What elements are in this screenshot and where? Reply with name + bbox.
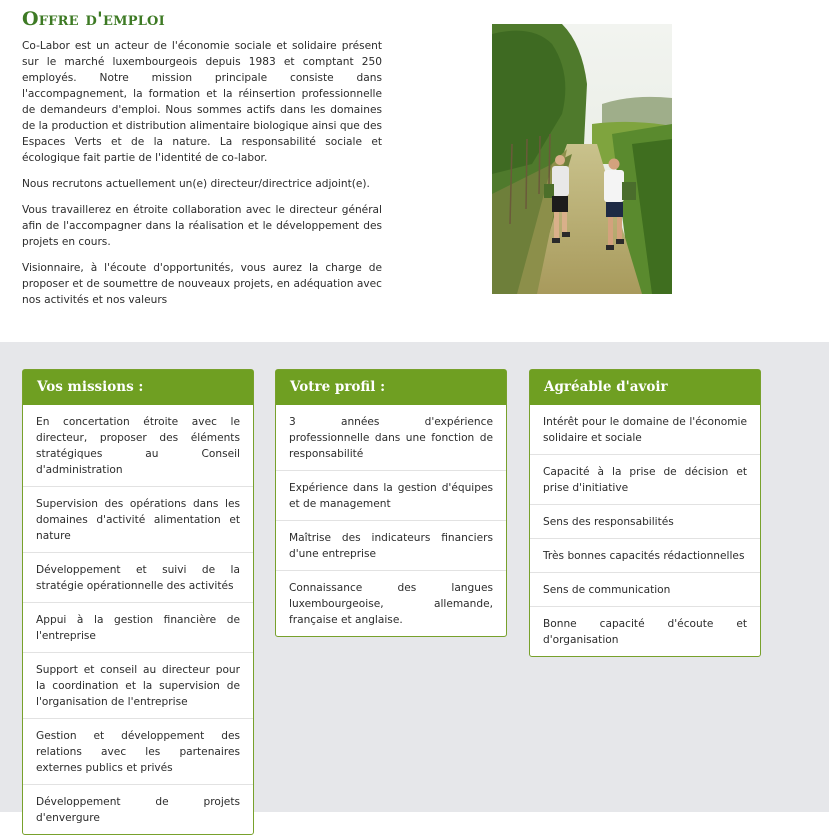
profile-card-title: Votre profil : [276,370,506,405]
list-item: Capacité à la prise de décision et prise d'initiative [530,454,760,504]
profile-card [275,369,507,637]
list-item: Sens des responsabilités [530,504,760,538]
list-item: Support et conseil au directeur pour la coordination et la supervision de l'organisation de l'entreprise [23,652,253,718]
intro-paragraph: Nous recrutons actuellement un(e) directeur/directrice adjoint(e). [22,178,370,190]
intro-paragraph: Vous travaillerez en étroite collaboration avec le directeur général afin de l'accompagner dans la réalisation et le développement des projets en cours. [22,204,382,248]
list-item: 3 années d'expérience professionnelle dans une fonction de responsabilité [289,416,493,460]
profile-list [276,405,506,636]
list-item: Développement de projets d'envergure [23,784,253,834]
missions-card-title: Vos missions : [23,370,253,405]
list-item: Appui à la gestion financière de l'entreprise [23,602,253,652]
list-item: Gestion et développement des relations avec les partenaires externes publics et privés [23,718,253,784]
intro-section [0,0,829,342]
intro-text [22,38,382,318]
list-item: Expérience dans la gestion d'équipes et de management [276,470,506,520]
missions-card [22,369,254,835]
list-item: En concertation étroite avec le directeur, proposer des éléments stratégiques au Conseil d'administration [36,416,240,476]
list-item: Très bonnes capacités rédactionnelles [530,538,760,572]
list-item: Connaissance des langues luxembourgeoise, allemande, française et anglaise. [276,570,506,636]
vineyard-workers-photo [492,24,672,294]
missions-list [23,405,253,834]
list-item: Développement et suivi de la stratégie opérationnelle des activités [23,552,253,602]
list-item: Bonne capacité d'écoute et d'organisation [530,606,760,656]
list-item: Supervision des opérations dans les domaines d'activité alimentation et nature [23,486,253,552]
page-title: Offre d'emploi [22,8,165,30]
list-item: Maîtrise des indicateurs financiers d'une entreprise [276,520,506,570]
list-item: Intérêt pour le domaine de l'économie solidaire et sociale [543,416,747,444]
intro-paragraph: Co-Labor est un acteur de l'économie sociale et solidaire présent sur le marché luxembourgeois depuis 1983 et comptant 250 employés. Notre mission principale consiste dans l'accompagnement, la formation et la réinsertion professionnelle de demandeurs d'emploi. Nous sommes actifs dans les domaines de la production et distribution alimentaire biologique ainsi que des Espaces Verts et de la nature. La responsabilité sociale et écologique fait partie de l'identité de co-labor. [22,40,382,164]
nice-to-have-list [530,405,760,656]
list-item: Sens de communication [530,572,760,606]
nice-to-have-card [529,369,761,657]
intro-paragraph: Visionnaire, à l'écoute d'opportunités, vous aurez la charge de proposer et de soumettre de nouveaux projets, en adéquation avec nos activités et nos valeurs [22,262,382,306]
nice-to-have-card-title: Agréable d'avoir [530,370,760,405]
